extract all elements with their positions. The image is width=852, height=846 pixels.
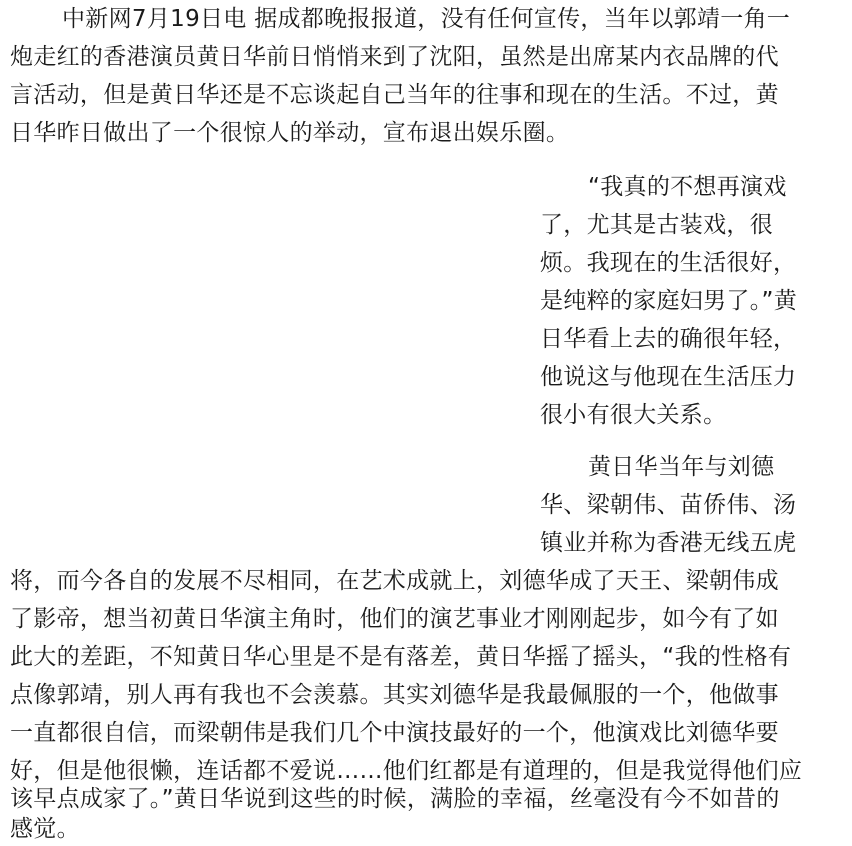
p3-line-8: 一直都很自信，而梁朝伟是我们几个中演技最好的一个，他演戏比刘德华要: [10, 720, 779, 746]
p2-line-7: 很小有很大关系。: [540, 402, 727, 428]
p3-line-4: 将，而今各自的发展不尽相同，在艺术成就上，刘德华成了天王、梁朝伟成: [10, 568, 779, 594]
p3-line-6: 此大的差距，不知黄日华心里是不是有落差，黄日华摇了摇头，“我的性格有: [10, 644, 792, 670]
p2-line-4: 是纯粹的家庭妇男了。”黄: [540, 288, 798, 314]
p1-line-3: 言活动，但是黄日华还是不忘谈起自己当年的往事和现在的生活。不过，黄: [10, 82, 779, 108]
p3-line-9: 好，但是他很懒，连话都不爱说……他们红都是有道理的，但是我觉得他们应: [10, 758, 803, 784]
p1-line-2: 炮走红的香港演员黄日华前日悄悄来到了沈阳，虽然是出席某内衣品牌的代: [10, 44, 779, 70]
p3-line-11: 感觉。: [10, 816, 80, 842]
p3-line-1: 黄日华当年与刘德: [588, 454, 775, 480]
p2-line-3: 烦。我现在的生活很好，: [540, 250, 797, 276]
p3-line-7: 点像郭靖，别人再有我也不会羡慕。其实刘德华是我最佩服的一个，他做事: [10, 682, 779, 708]
p3-line-5: 了影帝，想当初黄日华演主角时，他们的演艺事业才刚刚起步，如今有了如: [10, 606, 779, 632]
image-placeholder-area: [0, 160, 520, 552]
p2-line-2: 了，尤其是古装戏，很: [540, 212, 773, 238]
p2-line-5: 日华看上去的确很年轻，: [540, 326, 797, 352]
p3-line-2: 华、梁朝伟、苗侨伟、汤: [540, 492, 797, 518]
p3-line-3: 镇业并称为香港无线五虎: [540, 530, 797, 556]
p2-line-1: “我真的不想再演戏: [588, 174, 787, 200]
p2-line-6: 他说这与他现在生活压力: [540, 364, 797, 390]
p1-line-4: 日华昨日做出了一个很惊人的举动，宣布退出娱乐圈。: [10, 120, 570, 146]
p1-line-1: 中新网7月19日电 据成都晚报报道，没有任何宣传，当年以郭靖一角一: [62, 6, 791, 32]
p3-line-10: 该早点成家了。”黄日华说到这些的时候，满脸的幸福，丝毫没有今不如昔的: [10, 786, 780, 812]
